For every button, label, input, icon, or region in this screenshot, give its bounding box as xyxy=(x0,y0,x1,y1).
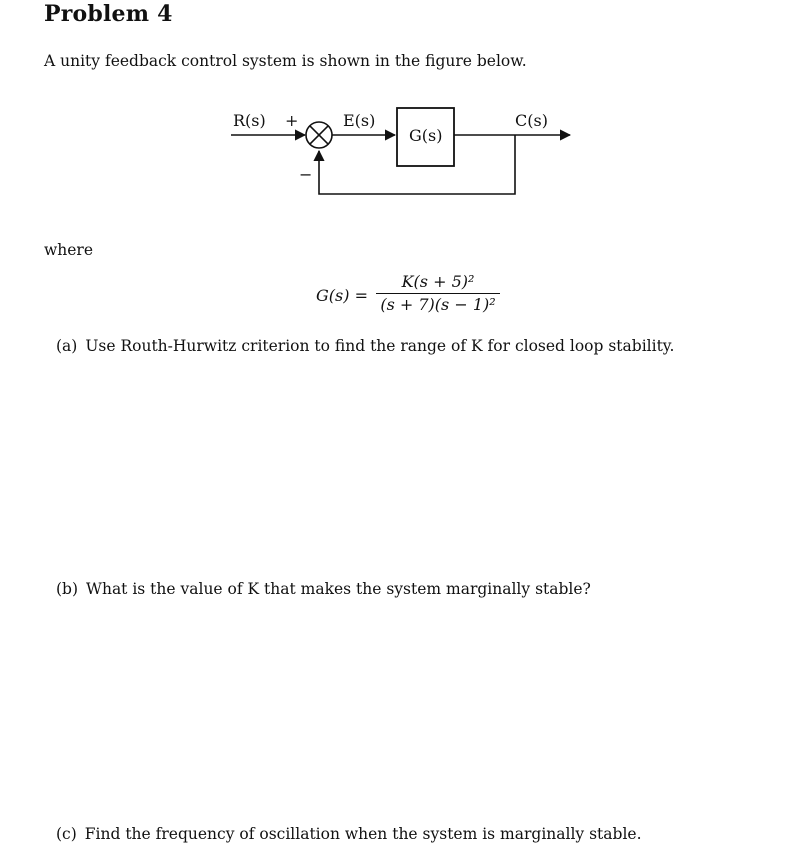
minus-sign: − xyxy=(299,165,313,184)
question-a-label: (a) xyxy=(56,337,78,355)
transfer-function-equation xyxy=(316,272,536,322)
block-diagram xyxy=(225,100,585,210)
block-diagram-svg xyxy=(225,100,585,210)
equation-numerator: K(s + 5)² xyxy=(401,272,475,291)
summing-junction xyxy=(306,122,332,148)
question-c-text: Find the frequency of oscillation when the system is marginally stable. xyxy=(84,825,642,843)
question-c-label: (c) xyxy=(56,825,77,843)
where-label: where xyxy=(44,241,94,259)
equation-lhs: G(s) = xyxy=(316,286,368,305)
question-a xyxy=(56,337,674,355)
problem-intro: A unity feedback control system is shown in the figure below. xyxy=(44,52,527,70)
question-b-text: What is the value of K that makes the system marginally stable? xyxy=(86,580,591,598)
equation-fraction xyxy=(376,272,500,314)
error-label: E(s) xyxy=(343,111,376,130)
input-label: R(s) xyxy=(233,111,266,130)
question-a-text: Use Routh-Hurwitz criterion to find the range of K for closed loop stability. xyxy=(85,337,675,355)
question-b xyxy=(56,580,591,598)
question-b-label: (b) xyxy=(56,580,79,598)
question-c xyxy=(56,825,642,843)
block-label: G(s) xyxy=(409,126,443,145)
equation-denominator: (s + 7)(s − 1)² xyxy=(380,295,496,314)
problem-title: Problem 4 xyxy=(44,1,173,27)
plus-sign: + xyxy=(285,111,299,130)
output-label: C(s) xyxy=(515,111,548,130)
